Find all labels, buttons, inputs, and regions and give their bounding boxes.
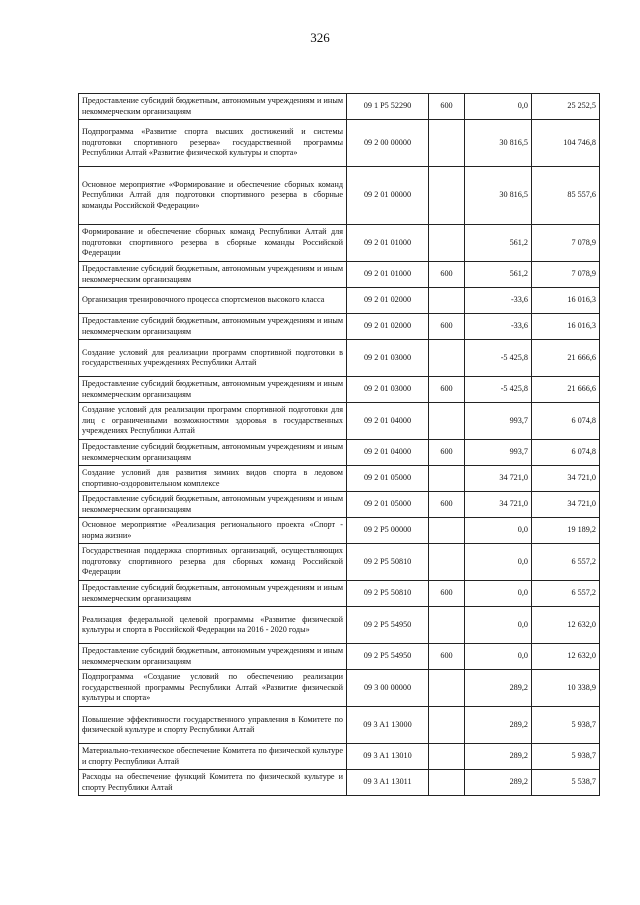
row-vr-cell <box>429 403 465 440</box>
row-change-cell: 289,2 <box>465 770 532 796</box>
row-name-cell: Материально-техническое обеспечение Комитета по физической культуре и спорту Республики Алтай <box>79 744 347 770</box>
row-total-cell: 6 557,2 <box>532 544 600 581</box>
row-change-cell: 30 816,5 <box>465 120 532 167</box>
row-total-cell: 12 632,0 <box>532 644 600 670</box>
row-name-cell: Предоставление субсидий бюджетным, автономным учреждениям и иным некоммерческим организациям <box>79 492 347 518</box>
row-name-cell: Государственная поддержка спортивных организаций, осуществляющих подготовку спортивного резерва для сборных команд Российской Федерации <box>79 544 347 581</box>
row-total-cell: 34 721,0 <box>532 466 600 492</box>
row-total-cell: 5 938,7 <box>532 707 600 744</box>
row-vr-cell: 600 <box>429 94 465 120</box>
table-row <box>79 544 600 581</box>
row-change-cell: -33,6 <box>465 314 532 340</box>
row-change-cell: 993,7 <box>465 440 532 466</box>
row-name-cell: Создание условий для реализации программ спортивной подготовки в государственных учреждениях Республики Алтай <box>79 340 347 377</box>
row-code-cell: 09 3 00 00000 <box>347 670 429 707</box>
table-row <box>79 377 600 403</box>
row-total-cell: 21 666,6 <box>532 377 600 403</box>
row-vr-cell <box>429 167 465 225</box>
row-vr-cell <box>429 544 465 581</box>
table-row <box>79 770 600 796</box>
row-vr-cell: 600 <box>429 581 465 607</box>
row-name-cell: Предоставление субсидий бюджетным, автономным учреждениям и иным некоммерческим организациям <box>79 314 347 340</box>
row-vr-cell: 600 <box>429 262 465 288</box>
row-vr-cell <box>429 466 465 492</box>
table-row <box>79 581 600 607</box>
row-total-cell: 16 016,3 <box>532 288 600 314</box>
row-vr-cell: 600 <box>429 314 465 340</box>
row-vr-cell <box>429 340 465 377</box>
row-name-cell: Предоставление субсидий бюджетным, автономным учреждениям и иным некоммерческим организациям <box>79 440 347 466</box>
row-change-cell: -5 425,8 <box>465 377 532 403</box>
row-total-cell: 5 938,7 <box>532 744 600 770</box>
row-vr-cell <box>429 670 465 707</box>
row-code-cell: 09 2 01 01000 <box>347 262 429 288</box>
row-change-cell: 0,0 <box>465 644 532 670</box>
row-name-cell: Формирование и обеспечение сборных команд Республики Алтай для подготовки спортивного резерва в сборные команды Российской Федерации <box>79 225 347 262</box>
table-row <box>79 440 600 466</box>
table-row <box>79 644 600 670</box>
row-code-cell: 09 2 01 02000 <box>347 314 429 340</box>
row-total-cell: 6 074,8 <box>532 403 600 440</box>
row-code-cell: 09 2 01 04000 <box>347 440 429 466</box>
table-row <box>79 262 600 288</box>
row-code-cell: 09 3 A1 13010 <box>347 744 429 770</box>
row-code-cell: 09 2 01 02000 <box>347 288 429 314</box>
row-total-cell: 25 252,5 <box>532 94 600 120</box>
row-name-cell: Предоставление субсидий бюджетным, автономным учреждениям и иным некоммерческим организациям <box>79 262 347 288</box>
row-name-cell: Создание условий для развития зимних видов спорта в ледовом спортивно-оздоровительном комплексе <box>79 466 347 492</box>
row-total-cell: 34 721,0 <box>532 492 600 518</box>
row-change-cell: 289,2 <box>465 744 532 770</box>
row-change-cell: 289,2 <box>465 707 532 744</box>
row-change-cell: 30 816,5 <box>465 167 532 225</box>
row-name-cell: Создание условий для реализации программ спортивной подготовки для лиц с ограниченными возможностями здоровья в государственных учреждениях Республики Алтай <box>79 403 347 440</box>
row-code-cell: 09 2 01 05000 <box>347 466 429 492</box>
row-code-cell: 09 3 A1 13011 <box>347 770 429 796</box>
row-name-cell: Реализация федеральной целевой программы «Развитие физической культуры и спорта в Российской Федерации на 2016 - 2020 годы» <box>79 607 347 644</box>
table-row <box>79 466 600 492</box>
row-code-cell: 09 2 01 05000 <box>347 492 429 518</box>
row-total-cell: 16 016,3 <box>532 314 600 340</box>
row-total-cell: 10 338,9 <box>532 670 600 707</box>
row-vr-cell <box>429 518 465 544</box>
row-name-cell: Основное мероприятие «Реализация регионального проекта «Спорт - норма жизни» <box>79 518 347 544</box>
table-row <box>79 288 600 314</box>
row-vr-cell: 600 <box>429 644 465 670</box>
table-row <box>79 225 600 262</box>
row-code-cell: 09 2 P5 54950 <box>347 607 429 644</box>
table-row <box>79 707 600 744</box>
row-total-cell: 7 078,9 <box>532 225 600 262</box>
row-change-cell: -33,6 <box>465 288 532 314</box>
row-code-cell: 09 2 P5 00000 <box>347 518 429 544</box>
row-name-cell: Организация тренировочного процесса спортсменов высокого класса <box>79 288 347 314</box>
row-vr-cell <box>429 707 465 744</box>
row-vr-cell <box>429 607 465 644</box>
row-vr-cell <box>429 225 465 262</box>
table-row <box>79 314 600 340</box>
row-change-cell: 561,2 <box>465 262 532 288</box>
row-vr-cell <box>429 770 465 796</box>
table-row <box>79 94 600 120</box>
row-vr-cell <box>429 120 465 167</box>
table-row <box>79 744 600 770</box>
row-total-cell: 6 557,2 <box>532 581 600 607</box>
row-code-cell: 09 2 01 00000 <box>347 167 429 225</box>
row-total-cell: 6 074,8 <box>532 440 600 466</box>
row-vr-cell <box>429 744 465 770</box>
table-row <box>79 518 600 544</box>
row-code-cell: 09 2 01 04000 <box>347 403 429 440</box>
row-change-cell: 34 721,0 <box>465 492 532 518</box>
row-name-cell: Подпрограмма «Развитие спорта высших достижений и системы подготовки спортивного резерва» государственной программы Республики Алтай «Развитие физической культуры и спорта» <box>79 120 347 167</box>
row-code-cell: 09 3 A1 13000 <box>347 707 429 744</box>
row-name-cell: Подпрограмма «Создание условий по обеспечению реализации государственной программы Республики Алтай «Развитие физической культуры и спорта» <box>79 670 347 707</box>
row-code-cell: 09 2 P5 54950 <box>347 644 429 670</box>
table-row <box>79 120 600 167</box>
row-change-cell: 34 721,0 <box>465 466 532 492</box>
row-change-cell: -5 425,8 <box>465 340 532 377</box>
budget-table-body <box>79 94 600 796</box>
row-total-cell: 5 538,7 <box>532 770 600 796</box>
budget-table <box>78 93 600 796</box>
row-name-cell: Основное мероприятие «Формирование и обеспечение сборных команд Республики Алтай для подготовки спортивного резерва в сборные команды Российской Федерации» <box>79 167 347 225</box>
row-code-cell: 09 1 P5 52290 <box>347 94 429 120</box>
row-change-cell: 561,2 <box>465 225 532 262</box>
table-row <box>79 492 600 518</box>
row-name-cell: Предоставление субсидий бюджетным, автономным учреждениям и иным некоммерческим организациям <box>79 581 347 607</box>
row-vr-cell: 600 <box>429 377 465 403</box>
row-total-cell: 104 746,8 <box>532 120 600 167</box>
table-row <box>79 670 600 707</box>
row-code-cell: 09 2 01 03000 <box>347 340 429 377</box>
row-change-cell: 289,2 <box>465 670 532 707</box>
row-code-cell: 09 2 00 00000 <box>347 120 429 167</box>
page-number: 326 <box>310 30 330 45</box>
row-total-cell: 21 666,6 <box>532 340 600 377</box>
row-code-cell: 09 2 01 03000 <box>347 377 429 403</box>
row-name-cell: Предоставление субсидий бюджетным, автономным учреждениям и иным некоммерческим организациям <box>79 644 347 670</box>
row-total-cell: 19 189,2 <box>532 518 600 544</box>
row-vr-cell: 600 <box>429 492 465 518</box>
row-change-cell: 0,0 <box>465 518 532 544</box>
row-total-cell: 12 632,0 <box>532 607 600 644</box>
row-vr-cell <box>429 288 465 314</box>
row-name-cell: Предоставление субсидий бюджетным, автономным учреждениям и иным некоммерческим организациям <box>79 377 347 403</box>
table-row <box>79 167 600 225</box>
table-row <box>79 607 600 644</box>
row-vr-cell: 600 <box>429 440 465 466</box>
row-change-cell: 0,0 <box>465 581 532 607</box>
row-code-cell: 09 2 01 01000 <box>347 225 429 262</box>
row-change-cell: 0,0 <box>465 94 532 120</box>
row-name-cell: Предоставление субсидий бюджетным, автономным учреждениям и иным некоммерческим организациям <box>79 94 347 120</box>
row-change-cell: 0,0 <box>465 607 532 644</box>
table-row <box>79 403 600 440</box>
row-code-cell: 09 2 P5 50810 <box>347 544 429 581</box>
row-change-cell: 993,7 <box>465 403 532 440</box>
row-change-cell: 0,0 <box>465 544 532 581</box>
row-code-cell: 09 2 P5 50810 <box>347 581 429 607</box>
row-name-cell: Расходы на обеспечение функций Комитета по физической культуре и спорту Республики Алтай <box>79 770 347 796</box>
row-name-cell: Повышение эффективности государственного управления в Комитете по физической культуре и спорту Республики Алтай <box>79 707 347 744</box>
row-total-cell: 7 078,9 <box>532 262 600 288</box>
table-row <box>79 340 600 377</box>
row-total-cell: 85 557,6 <box>532 167 600 225</box>
